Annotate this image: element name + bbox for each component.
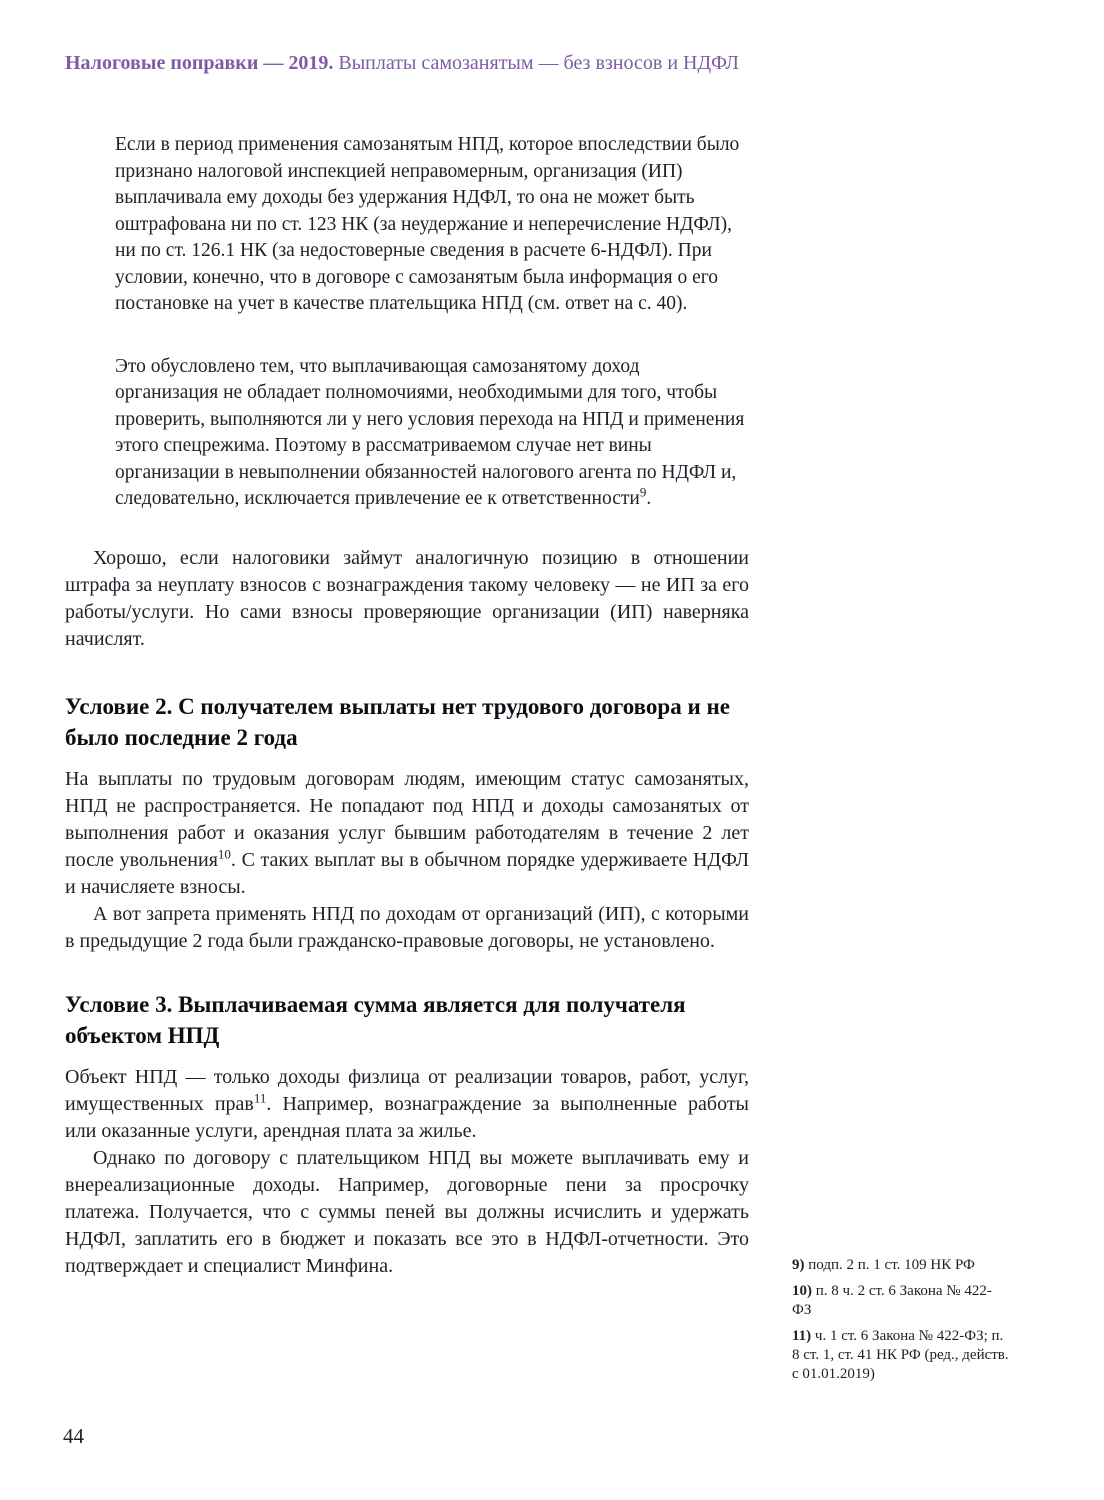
main-text-column <box>65 132 749 1280</box>
paragraph-condition2-2: А вот запрета применять НПД по доходам от организаций (ИП), с которыми в предыдущие 2 года были гражданско-правовые договоры, не установлено. <box>65 902 749 952</box>
footnote-ref-10: 10 <box>217 845 231 861</box>
paragraph-condition2-1 <box>65 766 749 901</box>
footnote-number-11: 11) <box>792 1328 812 1344</box>
quote-paragraph-1 <box>115 132 747 318</box>
quote-text-2: Это обусловлено тем, что выплачивающая самозанятому доход организация не обладает полномочиями, необходимыми для того, чтобы проверить, выполняются ли у него условия перехода на НПД и применения этого спецрежима. Поэтому в рассматриваемом случае нет вины организации в невыполнении обязанностей налогового агента по НДФЛ и, следовательно, исключается привлечение ее к ответственности <box>115 355 745 509</box>
footnote-item-11 <box>792 1327 1010 1384</box>
paragraph-condition2-1-tail: . С таких выплат вы в обычном порядке удерживаете НДФЛ и начисляете взносы. <box>65 848 750 898</box>
footnote-number-10: 10) <box>792 1283 812 1299</box>
footnote-number-9: 9) <box>792 1257 805 1273</box>
paragraph-condition3-1-text: Объект НПД — только доходы физлица от реализации товаров, работ, услуг, имущественных прав <box>65 1065 749 1115</box>
heading-condition-3: Условие 3. Выплачиваемая сумма является для получателя объектом НПД <box>65 991 686 1048</box>
footnote-item-9 <box>792 1256 1010 1275</box>
page-header <box>65 50 1045 76</box>
paragraph-intro: Хорошо, если налоговики займут аналогичную позицию в отношении штрафа за неуплату взносов с вознаграждения такому человеку — не ИП за его работы/услуги. Но сами взносы проверяющие организации (ИП) наверняка начислят. <box>65 546 749 650</box>
paragraph-condition3-1 <box>65 1064 749 1145</box>
footnote-text-10: п. 8 ч. 2 ст. 6 Закона № 422-ФЗ <box>792 1283 992 1318</box>
header-rubric: Налоговые поправки — 2019. <box>65 52 334 74</box>
paragraph-condition3-1-tail: . Например, вознаграждение за выполненные работы или оказанные услуги, арендная плата за жилье. <box>65 1092 749 1142</box>
footnote-ref-9: 9 <box>639 484 647 500</box>
paragraph-condition2-1-text: На выплаты по трудовым договорам людям, имеющим статус самозанятых, НПД не распространяется. Не попадают под НПД и доходы самозанятых от выполнения работ и оказания услуг бывшим работодателям в течение 2 лет после увольнения <box>65 767 749 871</box>
quote-paragraph-2 <box>115 354 747 513</box>
header-article-title: Выплаты самозанятым — без взносов и НДФЛ <box>333 52 739 74</box>
footnote-ref-11: 11 <box>253 1089 267 1105</box>
heading-condition-2: Условие 2. С получателем выплаты нет трудового договора и не было последние 2 года <box>65 693 730 750</box>
paragraph-condition3-2: Однако по договору с плательщиком НПД вы можете выплачивать ему и внереализационные доходы. Например, договорные пени за просрочку платежа. Получается, что с суммы пеней вы должны исчислить и удержать НДФЛ, заплатить его в бюджет и показать все это в НДФЛ-отчетности. Это подтверждает и специалист Минфина. <box>65 1146 749 1277</box>
quote-text-1: Если в период применения самозанятым НПД, которое впоследствии было признано налоговой инспекцией неправомерным, организация (ИП) выплачивала ему доходы без удержания НДФЛ, то она не может быть оштрафована ни по ст. 123 НК (за неудержание и неперечисление НДФЛ), ни по ст. 126.1 НК (за недостоверные сведения в расчете 6-НДФЛ). При условии, конечно, что в договоре с самозанятым была информация о его постановке на учет в качестве плательщика НПД (см. ответ на с. 40). <box>115 134 740 314</box>
footnote-text-11: ч. 1 ст. 6 Закона № 422-ФЗ; п. 8 ст. 1, ст. 41 НК РФ (ред., действ. с 01.01.2019) <box>792 1328 1009 1382</box>
quote-text-2-tail: . <box>646 488 652 509</box>
page-number: 44 <box>63 1424 84 1448</box>
footnote-item-10 <box>792 1282 1010 1320</box>
footnotes-panel <box>792 1256 1010 1391</box>
footnote-text-9: подп. 2 п. 1 ст. 109 НК РФ <box>808 1257 975 1273</box>
